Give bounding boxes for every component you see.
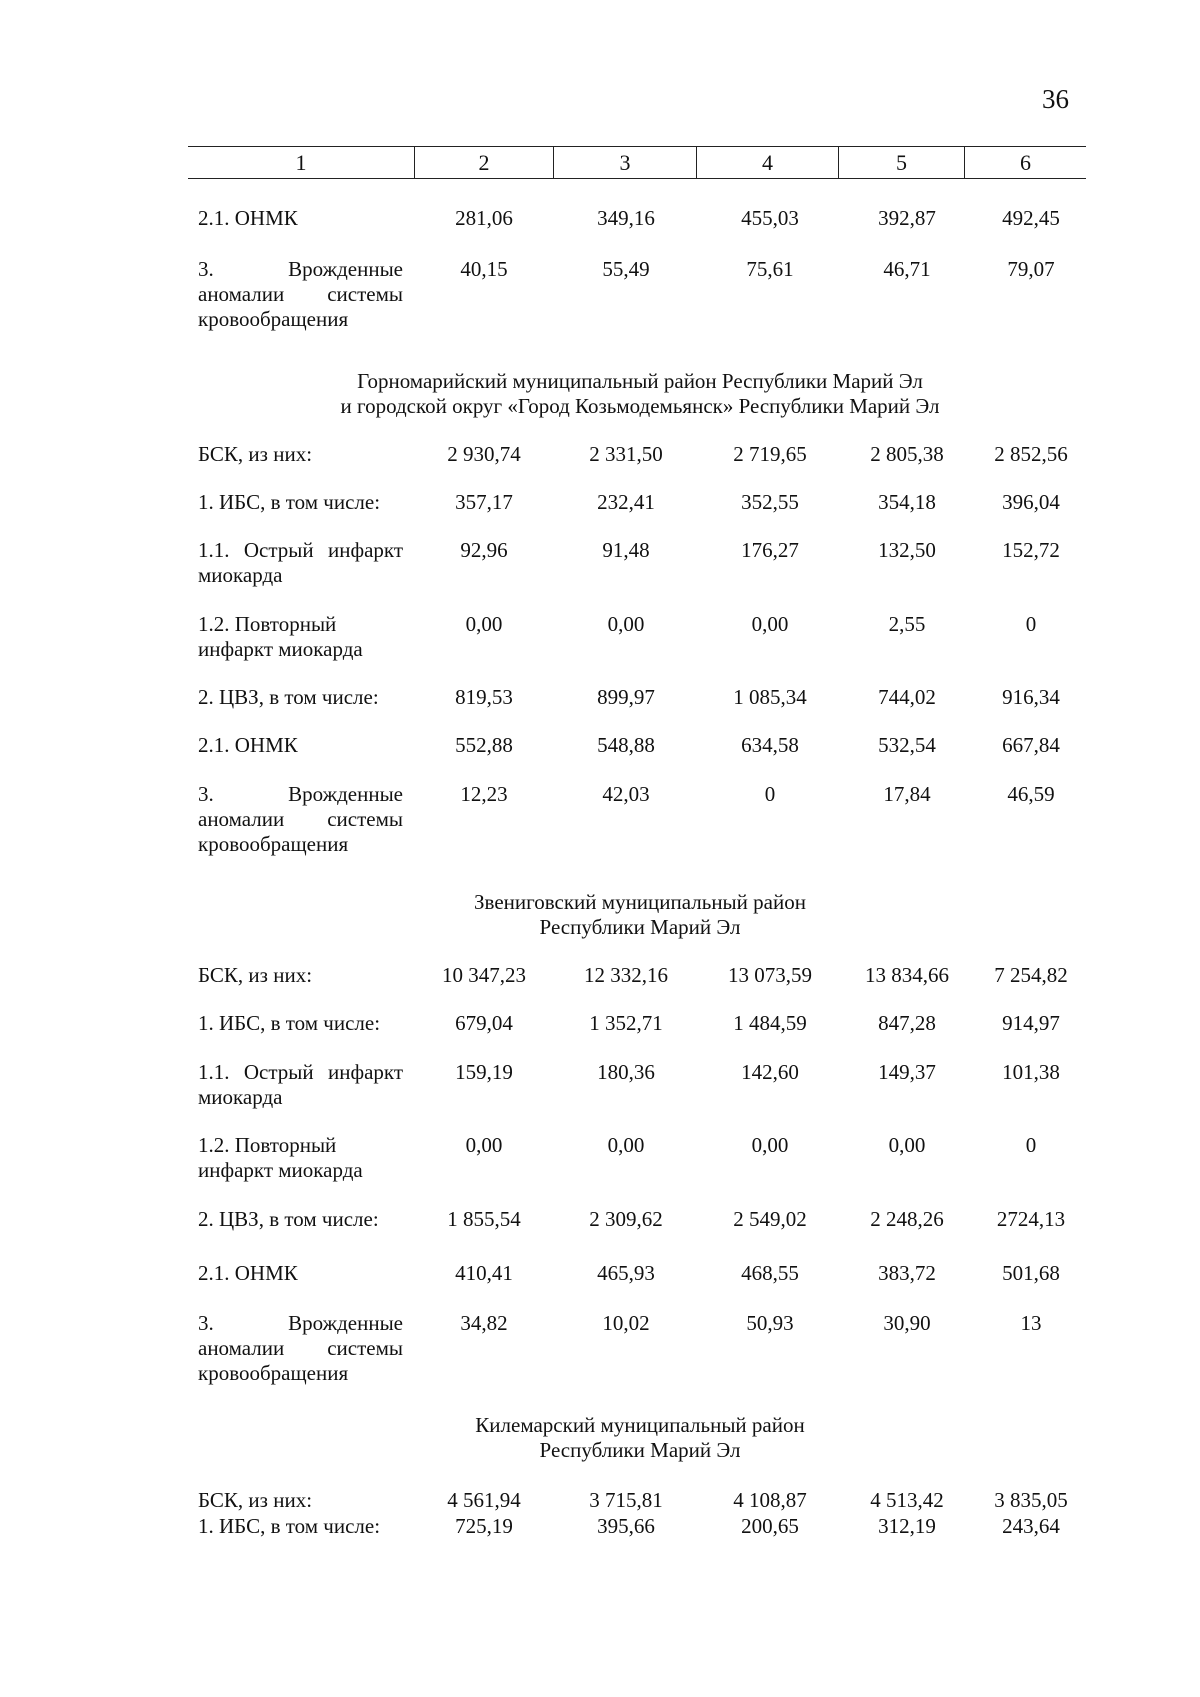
cell-value: 679,04 bbox=[455, 1011, 513, 1035]
cell-value: 10,02 bbox=[602, 1311, 650, 1335]
column-header: 3 bbox=[554, 147, 697, 178]
cell-value: 1 855,54 bbox=[447, 1207, 521, 1231]
cell-value: 1 484,59 bbox=[733, 1011, 807, 1035]
cell-value: 10 347,23 bbox=[442, 963, 526, 987]
cell-value: 634,58 bbox=[741, 733, 799, 757]
cell-value: 532,54 bbox=[878, 733, 936, 757]
cell-value: 0,00 bbox=[465, 612, 503, 636]
cell-value: 847,28 bbox=[878, 1011, 936, 1035]
cell-value: 0,00 bbox=[607, 612, 645, 636]
cell-value: 4 513,42 bbox=[870, 1488, 944, 1512]
row-label: 3. Врожденные аномалии системы кровообращения bbox=[198, 1311, 403, 1385]
cell-value: 4 108,87 bbox=[733, 1488, 807, 1512]
column-header: 5 bbox=[839, 147, 965, 178]
row-label: 1.2. Повторный инфаркт миокарда bbox=[198, 1133, 363, 1182]
cell-value: 2 805,38 bbox=[870, 442, 944, 466]
cell-value: 2,55 bbox=[888, 612, 926, 636]
cell-value: 501,68 bbox=[1002, 1261, 1060, 1285]
row-label: 1. ИБС, в том числе: bbox=[198, 1011, 381, 1035]
cell-value: 0,00 bbox=[751, 612, 789, 636]
cell-value: 30,90 bbox=[883, 1311, 931, 1335]
cell-value: 46,59 bbox=[1007, 782, 1055, 806]
cell-value: 17,84 bbox=[883, 782, 931, 806]
cell-value: 0,00 bbox=[607, 1133, 645, 1157]
cell-value: 243,64 bbox=[1002, 1514, 1060, 1538]
cell-value: 396,04 bbox=[1002, 490, 1060, 514]
cell-value: 152,72 bbox=[1002, 538, 1060, 562]
cell-value: 91,48 bbox=[602, 538, 650, 562]
cell-value: 232,41 bbox=[597, 490, 655, 514]
row-label: 1.1. Острый инфаркт миокарда bbox=[198, 538, 403, 587]
cell-value: 916,34 bbox=[1002, 685, 1060, 709]
row-label: БСК, из них: bbox=[198, 963, 313, 987]
cell-value: 13 bbox=[1020, 1311, 1042, 1335]
cell-value: 0 bbox=[1025, 612, 1037, 636]
column-header: 4 bbox=[697, 147, 839, 178]
cell-value: 75,61 bbox=[746, 257, 794, 281]
row-label: 1. ИБС, в том числе: bbox=[198, 1514, 381, 1538]
cell-value: 392,87 bbox=[878, 206, 936, 230]
cell-value: 492,45 bbox=[1002, 206, 1060, 230]
row-label: 2.1. ОНМК bbox=[198, 206, 298, 230]
section-heading bbox=[250, 369, 1030, 419]
table-header bbox=[188, 146, 1086, 179]
cell-value: 312,19 bbox=[878, 1514, 936, 1538]
section-heading-line: Республики Марий Эл bbox=[539, 915, 741, 939]
row-label: 3. Врожденные аномалии системы кровообращения bbox=[198, 782, 403, 856]
cell-value: 455,03 bbox=[741, 206, 799, 230]
cell-value: 4 561,94 bbox=[447, 1488, 521, 1512]
cell-value: 2 331,50 bbox=[589, 442, 663, 466]
section-heading-line: Звениговский муниципальный район bbox=[474, 890, 806, 914]
cell-value: 0,00 bbox=[465, 1133, 503, 1157]
cell-value: 383,72 bbox=[878, 1261, 936, 1285]
cell-value: 0,00 bbox=[888, 1133, 926, 1157]
cell-value: 42,03 bbox=[602, 782, 650, 806]
row-label: 2. ЦВЗ, в том числе: bbox=[198, 685, 379, 709]
row-label: 3. Врожденные аномалии системы кровообращения bbox=[198, 257, 403, 331]
cell-value: 180,36 bbox=[597, 1060, 655, 1084]
cell-value: 2 549,02 bbox=[733, 1207, 807, 1231]
cell-value: 2724,13 bbox=[996, 1207, 1066, 1231]
cell-value: 34,82 bbox=[460, 1311, 508, 1335]
row-label: БСК, из них: bbox=[198, 442, 313, 466]
cell-value: 3 835,05 bbox=[994, 1488, 1068, 1512]
column-header: 2 bbox=[415, 147, 554, 178]
column-header: 1 bbox=[188, 147, 415, 178]
cell-value: 349,16 bbox=[597, 206, 655, 230]
cell-value: 2 248,26 bbox=[870, 1207, 944, 1231]
column-header: 6 bbox=[1020, 150, 1031, 175]
row-label: 1.1. Острый инфаркт миокарда bbox=[198, 1060, 403, 1109]
cell-value: 281,06 bbox=[455, 206, 513, 230]
cell-value: 3 715,81 bbox=[589, 1488, 663, 1512]
page-number: 36 bbox=[1042, 84, 1069, 114]
row-label: 1.2. Повторный инфаркт миокарда bbox=[198, 612, 363, 661]
cell-value: 132,50 bbox=[878, 538, 936, 562]
cell-value: 0 bbox=[764, 782, 776, 806]
cell-value: 1 352,71 bbox=[589, 1011, 663, 1035]
cell-value: 13 834,66 bbox=[865, 963, 949, 987]
cell-value: 352,55 bbox=[741, 490, 799, 514]
cell-value: 92,96 bbox=[460, 538, 508, 562]
cell-value: 2 309,62 bbox=[589, 1207, 663, 1231]
cell-value: 2 852,56 bbox=[994, 442, 1068, 466]
cell-value: 46,71 bbox=[883, 257, 931, 281]
cell-value: 7 254,82 bbox=[994, 963, 1068, 987]
cell-value: 395,66 bbox=[597, 1514, 655, 1538]
cell-value: 819,53 bbox=[455, 685, 513, 709]
cell-value: 40,15 bbox=[460, 257, 508, 281]
cell-value: 354,18 bbox=[878, 490, 936, 514]
cell-value: 0,00 bbox=[751, 1133, 789, 1157]
row-label: БСК, из них: bbox=[198, 1488, 313, 1512]
cell-value: 667,84 bbox=[1002, 733, 1060, 757]
cell-value: 465,93 bbox=[597, 1261, 655, 1285]
cell-value: 725,19 bbox=[455, 1514, 513, 1538]
row-label: 2. ЦВЗ, в том числе: bbox=[198, 1207, 379, 1231]
cell-value: 548,88 bbox=[597, 733, 655, 757]
row-label: 2.1. ОНМК bbox=[198, 1261, 298, 1285]
cell-value: 410,41 bbox=[455, 1261, 513, 1285]
cell-value: 914,97 bbox=[1002, 1011, 1060, 1035]
section-heading-line: Республики Марий Эл bbox=[539, 1438, 741, 1462]
cell-value: 101,38 bbox=[1002, 1060, 1060, 1084]
cell-value: 12,23 bbox=[460, 782, 508, 806]
cell-value: 50,93 bbox=[746, 1311, 794, 1335]
cell-value: 200,65 bbox=[741, 1514, 799, 1538]
cell-value: 1 085,34 bbox=[733, 685, 807, 709]
cell-value: 13 073,59 bbox=[728, 963, 812, 987]
cell-value: 468,55 bbox=[741, 1261, 799, 1285]
section-heading-line: Горномарийский муниципальный район Республики Марий Эл bbox=[357, 369, 923, 393]
section-heading-line: Килемарский муниципальный район bbox=[475, 1413, 805, 1437]
cell-value: 142,60 bbox=[741, 1060, 799, 1084]
cell-value: 2 719,65 bbox=[733, 442, 807, 466]
cell-value: 79,07 bbox=[1007, 257, 1055, 281]
cell-value: 55,49 bbox=[602, 257, 650, 281]
cell-value: 899,97 bbox=[597, 685, 655, 709]
cell-value: 176,27 bbox=[741, 538, 799, 562]
cell-value: 149,37 bbox=[878, 1060, 936, 1084]
cell-value: 2 930,74 bbox=[447, 442, 521, 466]
cell-value: 744,02 bbox=[878, 685, 936, 709]
cell-value: 552,88 bbox=[455, 733, 513, 757]
section-heading bbox=[250, 1413, 1030, 1463]
row-label: 1. ИБС, в том числе: bbox=[198, 490, 381, 514]
cell-value: 0 bbox=[1025, 1133, 1037, 1157]
row-label: 2.1. ОНМК bbox=[198, 733, 298, 757]
section-heading bbox=[250, 890, 1030, 940]
section-heading-line: и городской округ «Город Козьмодемьянск» Республики Марий Эл bbox=[340, 394, 940, 418]
cell-value: 159,19 bbox=[455, 1060, 513, 1084]
cell-value: 357,17 bbox=[455, 490, 513, 514]
cell-value: 12 332,16 bbox=[584, 963, 668, 987]
